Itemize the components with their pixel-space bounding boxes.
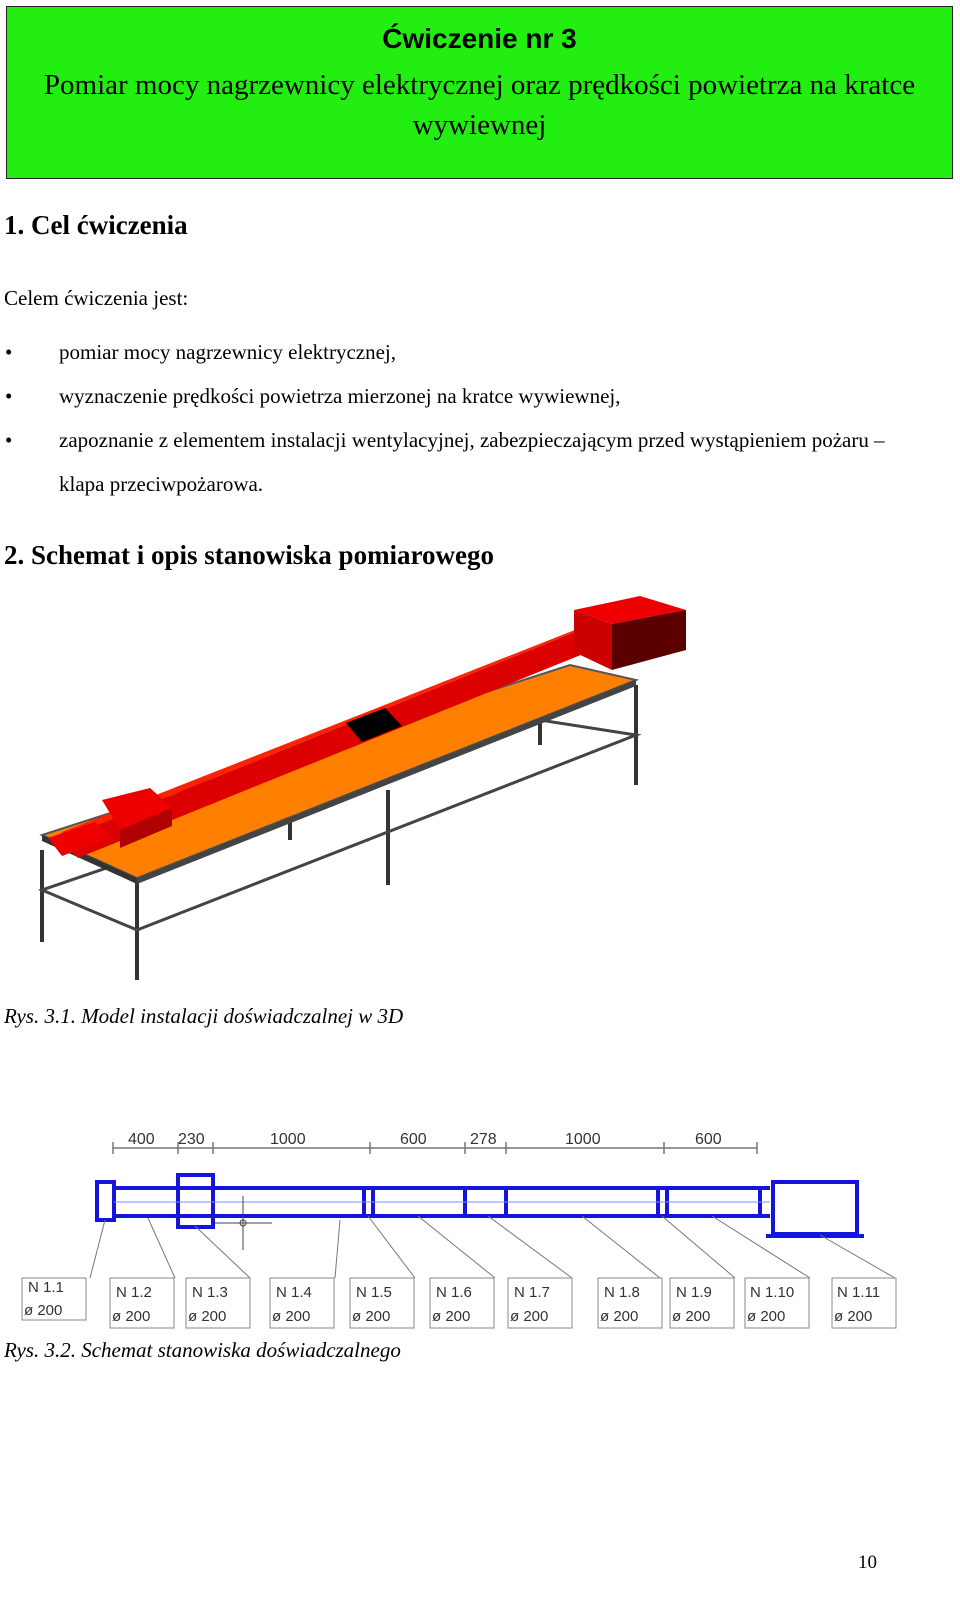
figure-schematic: [0, 1110, 920, 1335]
dimension-label: 1000: [270, 1131, 306, 1148]
section-heading-schema: 2. Schemat i opis stanowiska pomiarowego: [4, 540, 495, 570]
page-number: 10: [858, 1552, 877, 1573]
sensor-label: N 1.10: [750, 1284, 795, 1301]
bullet-icon: •: [5, 384, 13, 408]
diameter-label: ø 200: [510, 1308, 549, 1325]
section-heading-goal: 1. Cel ćwiczenia: [4, 210, 188, 240]
diameter-label: ø 200: [600, 1308, 639, 1325]
dimension-label: 1000: [565, 1131, 601, 1148]
bullet-icon: •: [5, 340, 13, 364]
title-box: [6, 6, 953, 179]
sensor-label: N 1.2: [116, 1284, 152, 1301]
dimension-label: 278: [470, 1131, 497, 1148]
diameter-label: ø 200: [672, 1308, 711, 1325]
diameter-label: ø 200: [24, 1302, 63, 1319]
bullet-icon: •: [5, 428, 13, 452]
goal-intro: Celem ćwiczenia jest:: [4, 286, 189, 310]
dimension-label: 230: [178, 1131, 205, 1148]
diameter-label: ø 200: [188, 1308, 227, 1325]
sensor-label: N 1.3: [192, 1284, 228, 1301]
sensor-label: N 1.8: [604, 1284, 640, 1301]
dimension-label: 400: [128, 1131, 155, 1148]
diameter-label: ø 200: [834, 1308, 873, 1325]
figure-1-caption: Rys. 3.1. Model instalacji doświadczalnej w 3D: [4, 1004, 404, 1028]
sensor-label: N 1.4: [276, 1284, 312, 1301]
sensor-label: N 1.7: [514, 1284, 550, 1301]
list-item: • zapoznanie z elementem instalacji wentylacyjnej, zabezpieczającym przed wystąpieniem pożaru – klapa przeciwpożarowa.: [4, 418, 904, 506]
sensor-label: N 1.9: [676, 1284, 712, 1301]
diameter-label: ø 200: [272, 1308, 311, 1325]
dimension-label: 600: [695, 1131, 722, 1148]
sensor-label: N 1.6: [436, 1284, 472, 1301]
diameter-label: ø 200: [432, 1308, 471, 1325]
dimension-label: 600: [400, 1131, 427, 1148]
list-item: • pomiar mocy nagrzewnicy elektrycznej,: [4, 330, 904, 374]
diameter-label: ø 200: [112, 1308, 151, 1325]
diameter-label: ø 200: [352, 1308, 391, 1325]
sensor-label: N 1.1: [28, 1279, 64, 1296]
exercise-title: Pomiar mocy nagrzewnicy elektrycznej oraz prędkości powietrza na kratce wywiewnej: [43, 69, 916, 141]
sensor-label: N 1.5: [356, 1284, 392, 1301]
list-item: • wyznaczenie prędkości powietrza mierzonej na kratce wywiewnej,: [4, 374, 904, 418]
diameter-label: ø 200: [747, 1308, 786, 1325]
exercise-number: Ćwiczenie nr 3: [382, 23, 577, 54]
goal-list: [4, 330, 904, 506]
figure-3d-model: [0, 590, 720, 990]
sensor-label: N 1.11: [837, 1284, 881, 1301]
figure-2-caption: Rys. 3.2. Schemat stanowiska doświadczalnego: [4, 1338, 401, 1362]
